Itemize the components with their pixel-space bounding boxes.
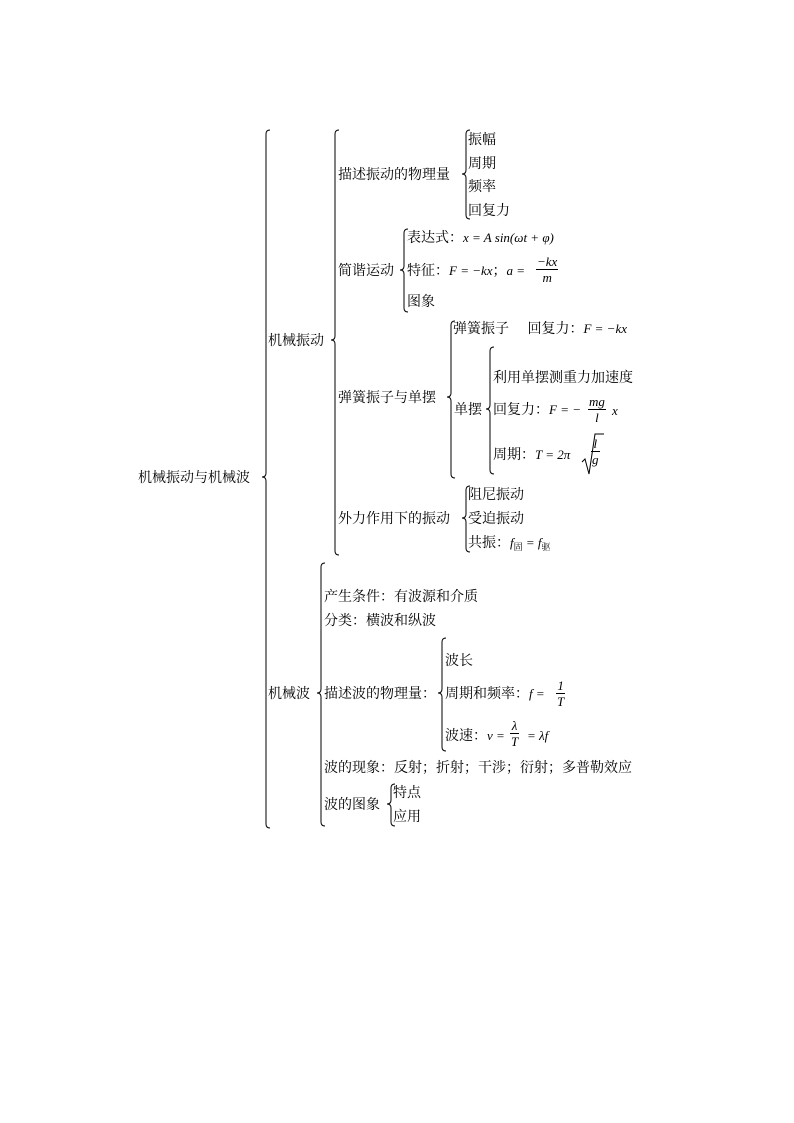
fraction-denominator: g [592,452,599,467]
pendulum-period-fraction [591,436,600,467]
wave-speed-rhs: = λf [527,728,549,743]
wave-graph-feature: 特点 [393,785,421,801]
pendulum-period [493,446,570,464]
pendulum-label: 单摆 [454,402,482,418]
shm-feature-separator: ； [492,263,507,279]
wave-classification: 分类：横波和纵波 [324,613,436,629]
shm-feature [407,262,525,280]
fraction-denominator: T [511,734,519,749]
pendulum-restoring-force [493,401,581,419]
damped-vibration: 阻尼振动 [468,487,524,503]
wave-speed-lhs: v = [487,728,505,743]
resonance [468,534,551,557]
frequency-item: 频率 [468,179,496,195]
describe-wave-label: 描述波的物理量： [324,686,436,702]
pendulum-force-x: x [612,403,618,418]
fraction-numerator: 1 [557,678,564,693]
period-frequency-fraction [556,678,565,709]
spring-pendulum-label: 弹簧振子与单摆 [338,390,436,406]
shm-feature-force: F = −kx [449,263,493,278]
wave-phenomena: 波的现象：反射；折射；干涉；衍射；多普勒效应 [324,760,632,776]
shm-graph: 图象 [407,294,435,310]
shm-expression [407,229,554,247]
fraction-numerator: −kx [537,254,558,269]
shm-label: 简谐运动 [338,263,394,279]
period-frequency-item [445,685,545,703]
shm-expression-label: 表达式： [407,230,463,246]
fraction-denominator: l [588,409,606,425]
pendulum-force-lhs: F = − [549,402,581,417]
wave-condition: 产生条件：有波源和介质 [324,589,478,605]
external-force-label: 外力作用下的振动 [338,511,450,527]
period-frequency-label: 周期和频率： [445,686,529,702]
pendulum-period-lhs: T = 2π [535,447,571,462]
shm-feature-label: 特征： [407,263,449,279]
pendulum-gravity-measure: 利用单摆测重力加速度 [493,370,633,386]
pendulum-force-label: 回复力： [493,402,549,418]
describe-vibration-label: 描述振动的物理量 [338,167,450,183]
root-title: 机械振动与机械波 [138,470,250,486]
spring-pendulum-brace [447,321,455,478]
wave-label: 机械波 [268,686,310,702]
wave-speed-fraction [510,718,519,749]
pendulum-period-label: 周期： [493,447,535,463]
vibration-brace [331,130,339,555]
wavelength-item: 波长 [445,653,473,669]
spring-force-label: 回复力： [527,321,584,337]
spring-oscillator [453,320,627,338]
shm-accel-fraction [536,254,558,285]
fraction-denominator: m [536,269,558,285]
resonance-sub-natural: 固 [513,543,523,553]
wave-speed-label: 波速： [445,728,487,744]
vibration-label: 机械振动 [268,333,324,349]
period-frequency-lhs: f = [529,686,545,701]
spring-oscillator-label: 弹簧振子 [453,321,509,337]
shm-feature-accel: a = [506,263,526,278]
root-brace [262,130,270,828]
shm-expression-formula: x = A sin(ωt + φ) [463,230,554,245]
fraction-numerator: l [593,436,598,451]
restoring-force-item: 回复力 [468,203,510,219]
resonance-f: f [510,535,514,550]
resonance-sub-driving: 驱 [541,543,551,553]
resonance-label: 共振： [468,535,510,551]
fraction-denominator: T [557,694,565,709]
wave-graph-label: 波的图象 [324,797,380,813]
forced-vibration: 受迫振动 [468,511,524,527]
pendulum-force-fraction [588,394,606,425]
resonance-eq: = f [522,535,542,550]
wave-speed-item [445,727,505,745]
wave-graph-application: 应用 [393,809,421,825]
amplitude-item: 振幅 [468,132,496,148]
period-item: 周期 [468,156,496,172]
spring-force-formula: F = −kx [583,321,627,336]
fraction-numerator: mg [589,394,605,409]
fraction-numerator: λ [511,718,518,733]
